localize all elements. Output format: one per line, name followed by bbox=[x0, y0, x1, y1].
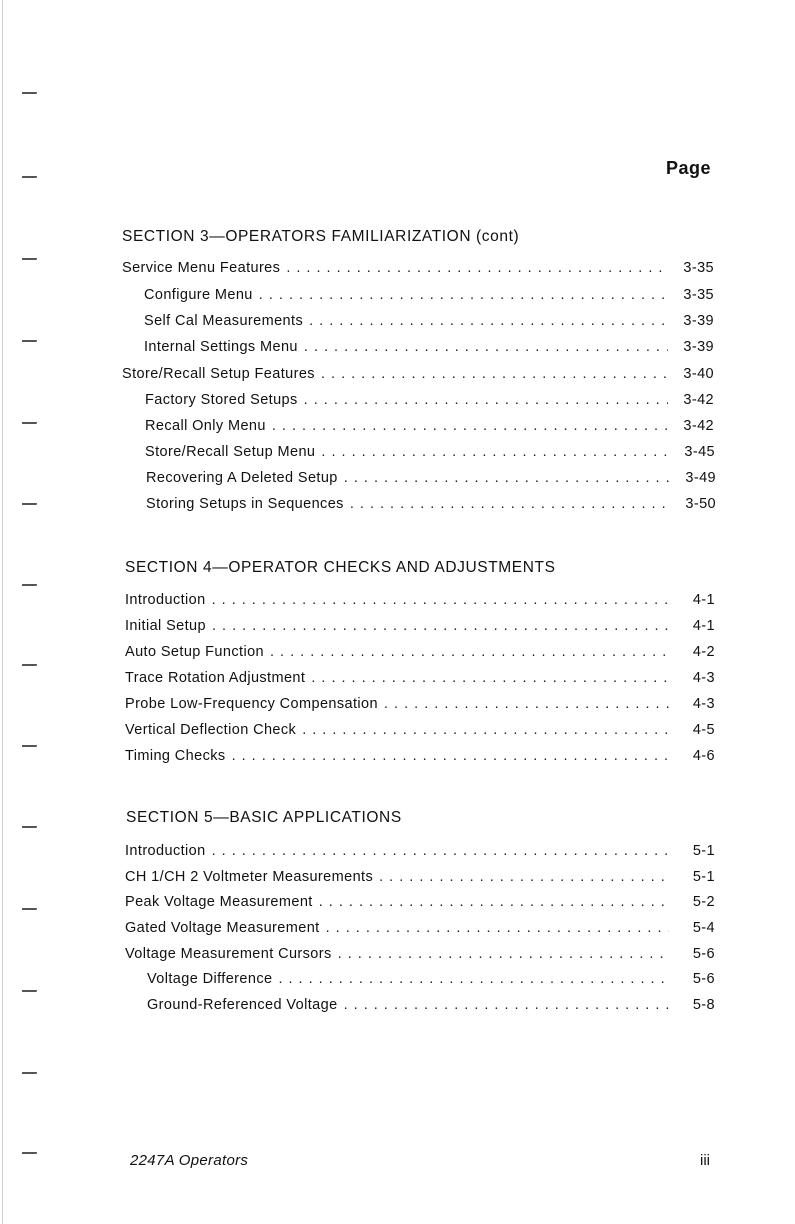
toc-entry-title: Recall Only Menu bbox=[145, 418, 266, 434]
section-heading: SECTION 3—OPERATORS FAMILIARIZATION (cont) bbox=[122, 228, 520, 245]
toc-entry-title: Factory Stored Setups bbox=[145, 392, 298, 408]
toc-entry-title: Peak Voltage Measurement bbox=[125, 894, 313, 910]
dot-leader bbox=[321, 444, 669, 460]
toc-entry[interactable] bbox=[145, 444, 715, 464]
toc-entry-page: 3-50 bbox=[685, 496, 716, 512]
toc-entry[interactable] bbox=[145, 392, 714, 412]
toc-entry-title: Ground-Referenced Voltage bbox=[147, 997, 338, 1013]
toc-entry-title: Recovering A Deleted Setup bbox=[146, 470, 338, 486]
toc-entry[interactable] bbox=[125, 644, 715, 664]
toc-entry[interactable] bbox=[147, 997, 715, 1017]
toc-entry[interactable] bbox=[122, 366, 714, 386]
toc-entry-title: Voltage Measurement Cursors bbox=[125, 946, 332, 962]
section-heading: SECTION 4—OPERATOR CHECKS AND ADJUSTMENTS bbox=[125, 559, 556, 576]
toc-entry-title: Self Cal Measurements bbox=[144, 313, 304, 329]
toc-entry-page: 3-35 bbox=[683, 260, 714, 276]
toc-entry-title: Service Menu Features bbox=[122, 260, 281, 276]
dot-leader bbox=[321, 366, 668, 382]
dot-leader bbox=[384, 696, 669, 712]
toc-entry-title: Vertical Deflection Check bbox=[125, 722, 297, 738]
dot-leader bbox=[319, 894, 669, 910]
dot-leader bbox=[311, 670, 669, 686]
toc-entry-page: 4-2 bbox=[692, 644, 715, 660]
toc-entry-title: CH 1/CH 2 Voltmeter Measurements bbox=[125, 869, 374, 885]
toc-entry-page: 3-42 bbox=[683, 392, 714, 408]
toc-entry[interactable] bbox=[144, 313, 714, 333]
dot-leader bbox=[344, 470, 670, 486]
toc-entry[interactable] bbox=[125, 618, 715, 638]
toc-entry[interactable] bbox=[125, 592, 715, 612]
footer-manual-title: 2247A Operators bbox=[130, 1152, 249, 1169]
toc-entry[interactable] bbox=[125, 894, 715, 914]
dot-leader bbox=[232, 748, 669, 764]
toc-entry-page: 5-6 bbox=[692, 946, 715, 962]
dot-leader bbox=[212, 618, 669, 634]
toc-entry-title: Internal Settings Menu bbox=[144, 339, 298, 355]
toc-entry-page: 5-2 bbox=[692, 894, 715, 910]
toc-entry-page: 4-6 bbox=[692, 748, 715, 764]
toc-entry[interactable] bbox=[146, 470, 716, 490]
toc-entry[interactable] bbox=[125, 748, 715, 768]
toc-entry[interactable] bbox=[125, 722, 715, 742]
dot-leader bbox=[212, 592, 669, 608]
toc-entry[interactable] bbox=[125, 869, 715, 889]
dot-leader bbox=[272, 418, 668, 434]
dot-leader bbox=[326, 920, 669, 936]
toc-entry-title: Introduction bbox=[125, 592, 206, 608]
toc-entry-page: 3-49 bbox=[685, 470, 716, 486]
toc-entry[interactable] bbox=[144, 287, 714, 307]
footer-page-number: iii bbox=[700, 1152, 710, 1169]
toc-entry-page: 3-39 bbox=[683, 339, 714, 355]
toc-entry-page: 5-4 bbox=[692, 920, 715, 936]
dot-leader bbox=[278, 971, 669, 987]
toc-entry-page: 5-1 bbox=[692, 843, 715, 859]
dot-leader bbox=[338, 946, 669, 962]
page-column-label: Page bbox=[666, 158, 712, 178]
toc-entry[interactable] bbox=[122, 260, 714, 280]
toc-entry[interactable] bbox=[125, 670, 715, 690]
toc-entry-page: 5-1 bbox=[692, 869, 715, 885]
toc-entry-page: 5-8 bbox=[692, 997, 715, 1013]
toc-entry-page: 3-35 bbox=[683, 287, 714, 303]
dot-leader bbox=[350, 496, 670, 512]
binding-edge bbox=[0, 0, 46, 1224]
dot-leader bbox=[212, 843, 669, 859]
toc-entry-page: 4-3 bbox=[692, 696, 715, 712]
toc-entry-page: 4-1 bbox=[692, 618, 715, 634]
toc-entry-page: 5-6 bbox=[692, 971, 715, 987]
toc-entry[interactable] bbox=[144, 339, 714, 359]
dot-leader bbox=[309, 313, 668, 329]
dot-leader bbox=[379, 869, 669, 885]
toc-entry-page: 3-42 bbox=[683, 418, 714, 434]
toc-entry[interactable] bbox=[125, 920, 715, 940]
dot-leader bbox=[344, 997, 669, 1013]
toc-entry-title: Storing Setups in Sequences bbox=[146, 496, 344, 512]
toc-entry-page: 3-45 bbox=[684, 444, 715, 460]
toc-entry-page: 4-1 bbox=[692, 592, 715, 608]
toc-entry-title: Timing Checks bbox=[125, 748, 226, 764]
toc-entry-title: Store/Recall Setup Menu bbox=[145, 444, 316, 460]
toc-entry-page: 4-5 bbox=[692, 722, 715, 738]
toc-entry[interactable] bbox=[147, 971, 715, 991]
toc-entry[interactable] bbox=[125, 843, 715, 863]
toc-entry-title: Initial Setup bbox=[125, 618, 206, 634]
toc-entry-title: Auto Setup Function bbox=[125, 644, 264, 660]
dot-leader bbox=[304, 392, 668, 408]
toc-entry-title: Probe Low-Frequency Compensation bbox=[125, 696, 378, 712]
toc-entry[interactable] bbox=[125, 696, 715, 716]
toc-entry-title: Configure Menu bbox=[144, 287, 253, 303]
dot-leader bbox=[302, 722, 669, 738]
toc-entry-title: Voltage Difference bbox=[147, 971, 273, 987]
dot-leader bbox=[270, 644, 669, 660]
section-heading: SECTION 5—BASIC APPLICATIONS bbox=[126, 809, 402, 826]
toc-entry[interactable] bbox=[146, 496, 716, 516]
toc-entry[interactable] bbox=[125, 946, 715, 966]
dot-leader bbox=[259, 287, 668, 303]
toc-entry-page: 3-40 bbox=[683, 366, 714, 382]
dot-leader bbox=[286, 260, 668, 276]
toc-entry-title: Gated Voltage Measurement bbox=[125, 920, 320, 936]
toc-entry-title: Trace Rotation Adjustment bbox=[125, 670, 306, 686]
toc-entry-title: Introduction bbox=[125, 843, 206, 859]
toc-entry[interactable] bbox=[145, 418, 714, 438]
dot-leader bbox=[304, 339, 668, 355]
toc-entry-title: Store/Recall Setup Features bbox=[122, 366, 315, 382]
toc-entry-page: 3-39 bbox=[683, 313, 714, 329]
toc-entry-page: 4-3 bbox=[692, 670, 715, 686]
